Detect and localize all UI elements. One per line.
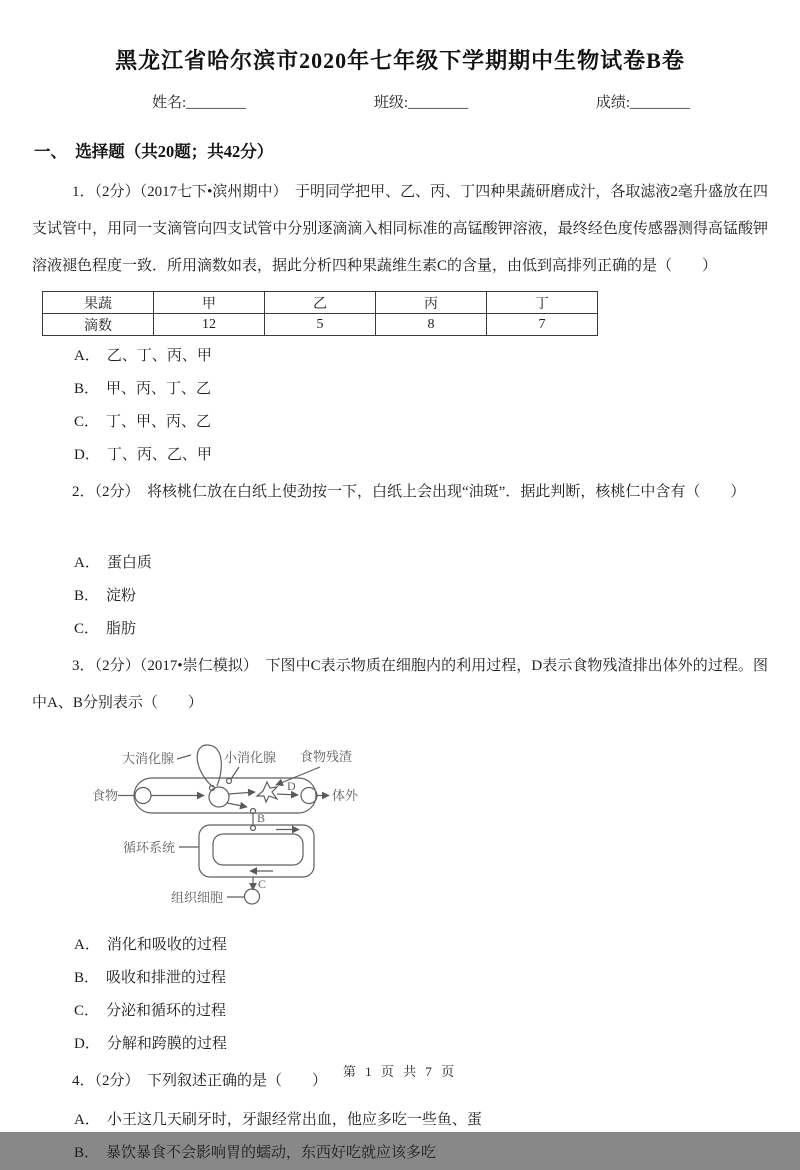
label-letter-d: D — [287, 779, 296, 793]
option-b — [30, 1137, 770, 1170]
option-letter: A． — [74, 1112, 100, 1128]
option-letter: B． — [74, 381, 100, 397]
option-letter: B． — [74, 588, 100, 604]
option-a — [30, 1104, 770, 1137]
option-text: 分解和跨膜的过程 — [106, 1036, 227, 1052]
option-text: 暴饮暴食不会影响胃的蠕动，东西好吃就应该多吃 — [106, 1145, 437, 1161]
option-text: 分泌和循环的过程 — [106, 1003, 227, 1019]
option-b — [30, 373, 770, 406]
label-letter-c: C — [258, 877, 267, 891]
section-heading: 一、 选择题（共20题；共42分） — [34, 142, 274, 161]
question-3-options — [30, 929, 770, 1061]
table-cell: 7 — [487, 314, 598, 336]
page-footer: 第 1 页 共 7 页 — [342, 1064, 458, 1079]
table-cell: 丙 — [376, 292, 487, 314]
question-4-options — [30, 1104, 770, 1170]
table-row — [43, 292, 598, 314]
option-letter: D． — [74, 447, 100, 463]
table-cell: 8 — [376, 314, 487, 336]
large-gland-shape — [197, 745, 221, 787]
table-row — [43, 314, 598, 336]
option-d — [30, 439, 770, 472]
label-outside: 体外 — [332, 788, 359, 803]
label-tissue-cells: 组织细胞 — [171, 890, 224, 905]
option-b — [30, 580, 770, 613]
table-cell: 滴数 — [43, 314, 154, 336]
table-cell: 乙 — [265, 292, 376, 314]
label-letter-b: B — [257, 811, 266, 825]
option-letter: C． — [74, 621, 100, 637]
option-letter: C． — [74, 1003, 100, 1019]
label-food: 食物 — [92, 788, 119, 803]
option-letter: A． — [74, 937, 100, 953]
circulatory-outer-shape — [199, 825, 314, 877]
option-text: 蛋白质 — [106, 555, 152, 571]
option-letter: C． — [74, 414, 100, 430]
option-text: 小王这几天刷牙时，牙龈经常出血，他应多吃一些鱼、蛋 — [106, 1112, 482, 1128]
circulatory-inner-shape — [213, 834, 303, 865]
food-residue-star — [257, 782, 277, 802]
digestion-diagram — [76, 730, 770, 925]
option-text: 淀粉 — [106, 588, 137, 604]
table-cell: 甲 — [154, 292, 265, 314]
question-1-stem: 1．（2分）（2017七下•滨州期中） 于明同学把甲、乙、丙、丁四种果蔬研磨成汁，各取滤液2毫升盛放在四支试管中，用同一支滴管向四支试管中分别逐滴滴入相同标准的高锰酸钾溶液，最终经色度传感器测得高锰酸钾溶液褪色程度一致．所用滴数如表，据此分析四种果蔬维生素C的含量，由低到高排列正确的是（ ） — [32, 184, 768, 274]
option-a — [30, 929, 770, 962]
option-b — [30, 962, 770, 995]
option-text: 吸收和排泄的过程 — [106, 970, 227, 986]
label-circulatory: 循环系统 — [123, 840, 176, 855]
tissue-cell-circle — [245, 889, 260, 904]
option-c — [30, 406, 770, 439]
name-field: 姓名:________ — [152, 95, 247, 111]
label-large-gland: 大消化腺 — [122, 751, 175, 766]
header-fields — [30, 91, 770, 112]
option-text: 消化和吸收的过程 — [106, 937, 227, 953]
option-a — [30, 547, 770, 580]
table-cell: 丁 — [487, 292, 598, 314]
table-cell: 5 — [265, 314, 376, 336]
anus-circle — [301, 788, 317, 804]
page-title: 黑龙江省哈尔滨市2020年七年级下学期期中生物试卷B卷 — [115, 48, 685, 73]
option-letter: B． — [74, 970, 100, 986]
class-field: 班级:________ — [373, 95, 469, 111]
option-text: 脂肪 — [106, 621, 137, 637]
option-letter: B． — [74, 1145, 100, 1161]
option-text: 丁、甲、丙、乙 — [106, 414, 212, 430]
small-gland-circle — [227, 779, 232, 784]
option-c — [30, 613, 770, 646]
option-text: 丁、丙、乙、甲 — [106, 447, 212, 463]
option-letter: A． — [74, 348, 100, 364]
label-food-residue: 食物残渣 — [300, 749, 353, 764]
label-small-gland: 小消化腺 — [224, 750, 277, 765]
option-d — [30, 1028, 770, 1061]
option-letter: A． — [74, 555, 100, 571]
table-cell: 12 — [154, 314, 265, 336]
question-3-stem: 3．（2分）（2017•崇仁模拟） 下图中C表示物质在细胞内的利用过程，D表示食物残渣排出体外的过程。图中A、B分别表示（ ） — [32, 658, 768, 711]
question-1-options — [30, 340, 770, 472]
option-c — [30, 995, 770, 1028]
option-text: 乙、丁、丙、甲 — [106, 348, 212, 364]
question-4-stem: 4．（2分） 下列叙述正确的是（ ） — [72, 1073, 328, 1089]
option-a — [30, 340, 770, 373]
option-text: 甲、丙、丁、乙 — [106, 381, 212, 397]
question-2-stem: 2．（2分） 将核桃仁放在白纸上使劲按一下，白纸上会出现“油斑”．据此判断，核桃仁中含有（ ） — [72, 484, 746, 500]
question-2-options — [30, 547, 770, 646]
question-1-table — [42, 291, 598, 336]
option-letter: D． — [74, 1036, 100, 1052]
absorption-circle-bottom — [251, 826, 256, 831]
mouth-circle — [135, 788, 151, 804]
table-cell: 果蔬 — [43, 292, 154, 314]
score-field: 成绩:________ — [595, 95, 690, 111]
